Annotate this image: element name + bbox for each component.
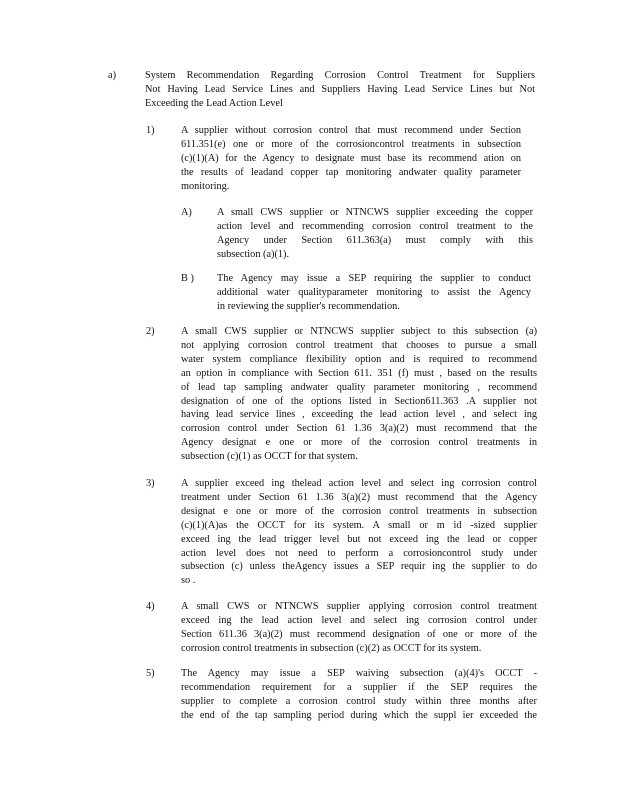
item-label: 5) <box>146 668 155 679</box>
paragraph-line: monitoring. <box>181 180 230 192</box>
section-heading <box>145 69 535 111</box>
paragraph-line: A small CWS supplier or NTNCWS supplier exceeding the copper <box>217 207 533 218</box>
paragraph-line: Agency under Section 611.363(a) must comply with this <box>217 234 533 246</box>
paragraph-line: subsection (c) unless theAgency issues a SEP requir ing the supplier to do <box>181 561 537 573</box>
section-heading-line: System Recommendation Regarding Corrosion Control Treatment for Suppliers <box>145 70 535 81</box>
paragraph-line: (c)(1)(A)as the OCCT for its system. A small or m id -sized supplier <box>181 519 537 531</box>
paragraph-line: 611.351(e) one or more of the corrosioncontrol treatments in subsection <box>181 138 521 150</box>
item-paragraph <box>181 667 537 723</box>
paragraph-line: corrosion control under Section 61 1.36 3(a)(2) must recommend that the <box>181 423 537 435</box>
paragraph-line: The Agency may issue a SEP waiving subsection (a)(4)'s OCCT - <box>181 668 537 679</box>
paragraph-line: A small CWS or NTNCWS supplier applying corrosion control treatment <box>181 601 537 612</box>
paragraph-line: A supplier without corrosion control that must recommend under Section <box>181 125 521 136</box>
paragraph-line: supplier to complete a corrosion control study within three months after <box>181 695 537 707</box>
subitem-label: B ) <box>181 273 194 284</box>
item-label: 4) <box>146 601 155 612</box>
paragraph-line: water system compliance flexibility option and is required to recommend <box>181 353 537 365</box>
subitem-label: A) <box>181 207 192 218</box>
paragraph-line: the results of leadand copper tap monitoring andwater quality parameter <box>181 166 521 178</box>
paragraph-line: recommendation requirement for a supplier if the SEP requires the <box>181 681 537 693</box>
paragraph-line: A supplier exceed ing thelead action level and select ing corrosion control <box>181 478 537 489</box>
paragraph-line: The Agency may issue a SEP requiring the supplier to conduct <box>217 273 531 284</box>
paragraph-line: an option in compliance with Section 611. 351 (f) must , based on the results <box>181 367 537 379</box>
paragraph-line: the end of the tap sampling period during which the suppl ier exceeded the <box>181 709 537 721</box>
item-paragraph <box>181 124 521 194</box>
item-paragraph <box>181 600 537 656</box>
paragraph-line: designation of one of the options listed in Section611.363 .A supplier not <box>181 395 537 407</box>
paragraph-line: Section 611.36 3(a)(2) must recommend designation of one or more of the <box>181 628 537 640</box>
paragraph-line: subsection (c)(1) as OCCT for that system. <box>181 451 358 463</box>
paragraph-line: (c)(1)(A) for the Agency to designate must base its recommend ation on <box>181 152 521 164</box>
item-paragraph <box>181 477 537 588</box>
paragraph-line: action level does not need to perform a corrosioncontrol study under <box>181 547 537 559</box>
section-heading-line: Exceeding the Lead Action Level <box>145 97 283 109</box>
item-label: 2) <box>146 326 155 337</box>
paragraph-line: corrosion control treatments in subsection (c)(2) as OCCT for its system. <box>181 642 482 654</box>
paragraph-line: exceed ing the lead trigger level but not exceed ing the lead or copper <box>181 533 537 545</box>
paragraph-line: in reviewing the supplier's recommendation. <box>217 300 400 312</box>
section-heading-line: Not Having Lead Service Lines and Suppliers Having Lead Service Lines but Not <box>145 83 535 95</box>
paragraph-line: additional water qualityparameter monitoring to assist the Agency <box>217 286 531 298</box>
paragraph-line: Agency designat e one or more of the corrosion control treatments in <box>181 437 537 449</box>
paragraph-line: of lead tap sampling andwater quality parameter monitoring , recommend <box>181 381 537 393</box>
paragraph-line: action level and recommending corrosion control treatment to the <box>217 220 533 232</box>
paragraph-line: designat e one or more of the corrosion control treatments in subsection <box>181 505 537 517</box>
item-label: 3) <box>146 478 155 489</box>
paragraph-line: A small CWS supplier or NTNCWS supplier subject to this subsection (a) <box>181 326 537 337</box>
paragraph-line: subsection (a)(1). <box>217 248 290 260</box>
item-paragraph <box>181 325 537 464</box>
section-label: a) <box>108 70 116 81</box>
paragraph-line: not applying corrosion control treatment that chooses to pursue a small <box>181 339 537 351</box>
paragraph-line: having lead service lines , exceeding the lead action level , and select ing <box>181 409 537 421</box>
paragraph-line: so . <box>181 575 196 587</box>
paragraph-line: exceed ing the lead action level and select ing corrosion control under <box>181 614 537 626</box>
subitem-paragraph <box>217 206 533 262</box>
item-label: 1) <box>146 125 155 136</box>
subitem-paragraph <box>217 272 531 314</box>
paragraph-line: treatment under Section 61 1.36 3(a)(2) must recommend that the Agency <box>181 491 537 503</box>
